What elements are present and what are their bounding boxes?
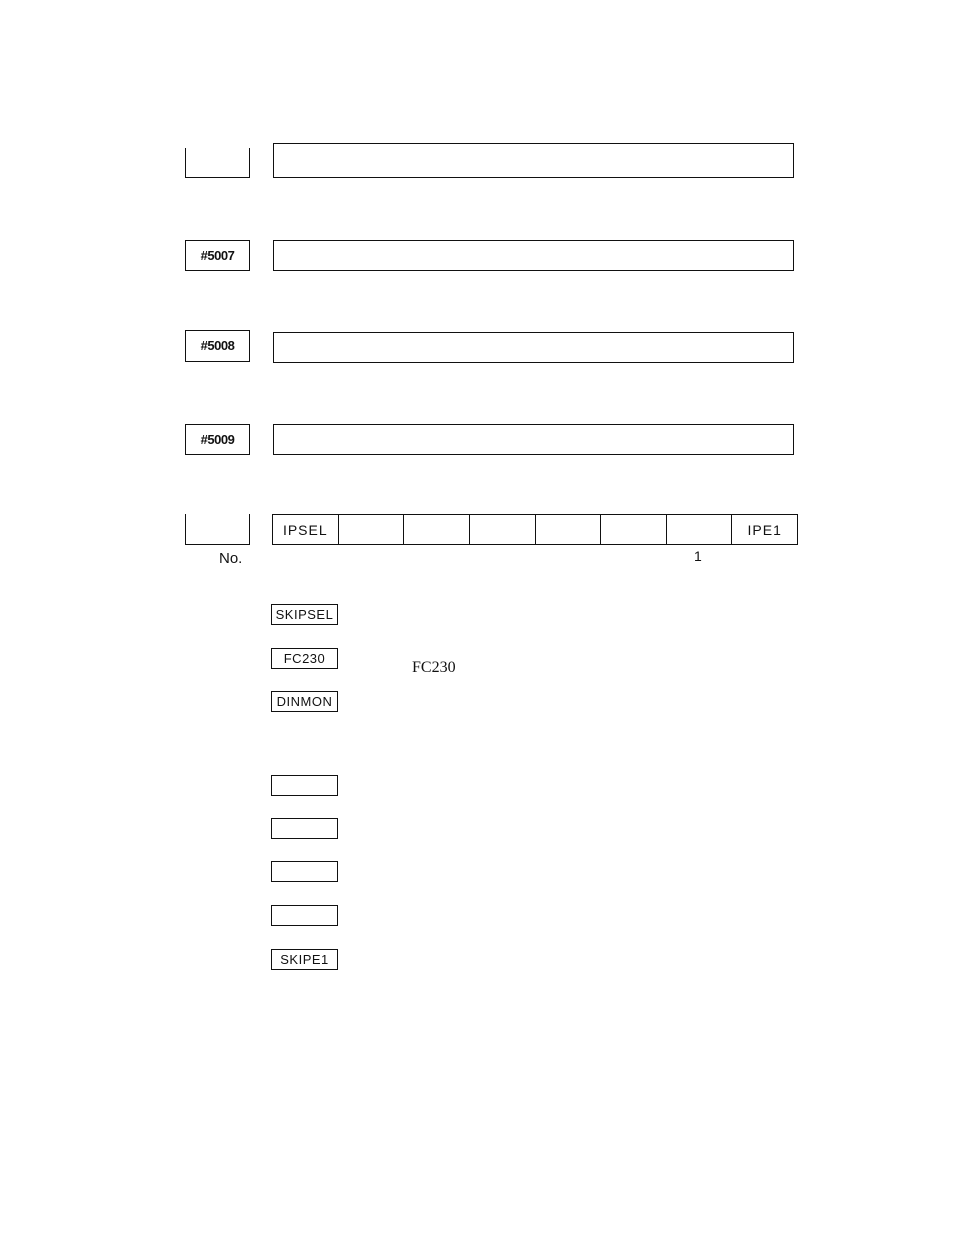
bit-cell-2 [601, 515, 667, 544]
bit-cell-6 [339, 515, 405, 544]
bit-cell-7: IPSEL [273, 515, 339, 544]
bit-cell-3 [536, 515, 602, 544]
param-description-box-5008 [273, 332, 794, 363]
signal-dinmon: DINMON [271, 691, 338, 712]
no-label: No. [219, 550, 243, 567]
signal-fc230: FC230 [271, 648, 338, 669]
bit-index-label: 1 [694, 548, 702, 564]
fc230-note: FC230 [412, 659, 456, 676]
bit-layout-row [272, 514, 798, 545]
bit-cell-5 [404, 515, 470, 544]
param-description-box-5009 [273, 424, 794, 455]
param-label-5007: #5007 [185, 240, 250, 271]
signal-blank-3 [271, 861, 338, 882]
bit-cell-0: IPE1 [747, 521, 782, 538]
signal-blank-2 [271, 818, 338, 839]
signal-skipe1: SKIPE1 [271, 949, 338, 970]
param-label-5 [185, 514, 250, 545]
param-description-box-5007 [273, 240, 794, 271]
bit-cell-4 [470, 515, 536, 544]
bit-cell-1 [667, 515, 733, 544]
param-label-1 [185, 148, 250, 178]
signal-skipsel: SKIPSEL [271, 604, 338, 625]
signal-blank-4 [271, 905, 338, 926]
param-description-box-1 [273, 143, 794, 178]
signal-blank-1 [271, 775, 338, 796]
param-label-5008: #5008 [185, 330, 250, 362]
param-label-5009: #5009 [185, 424, 250, 455]
